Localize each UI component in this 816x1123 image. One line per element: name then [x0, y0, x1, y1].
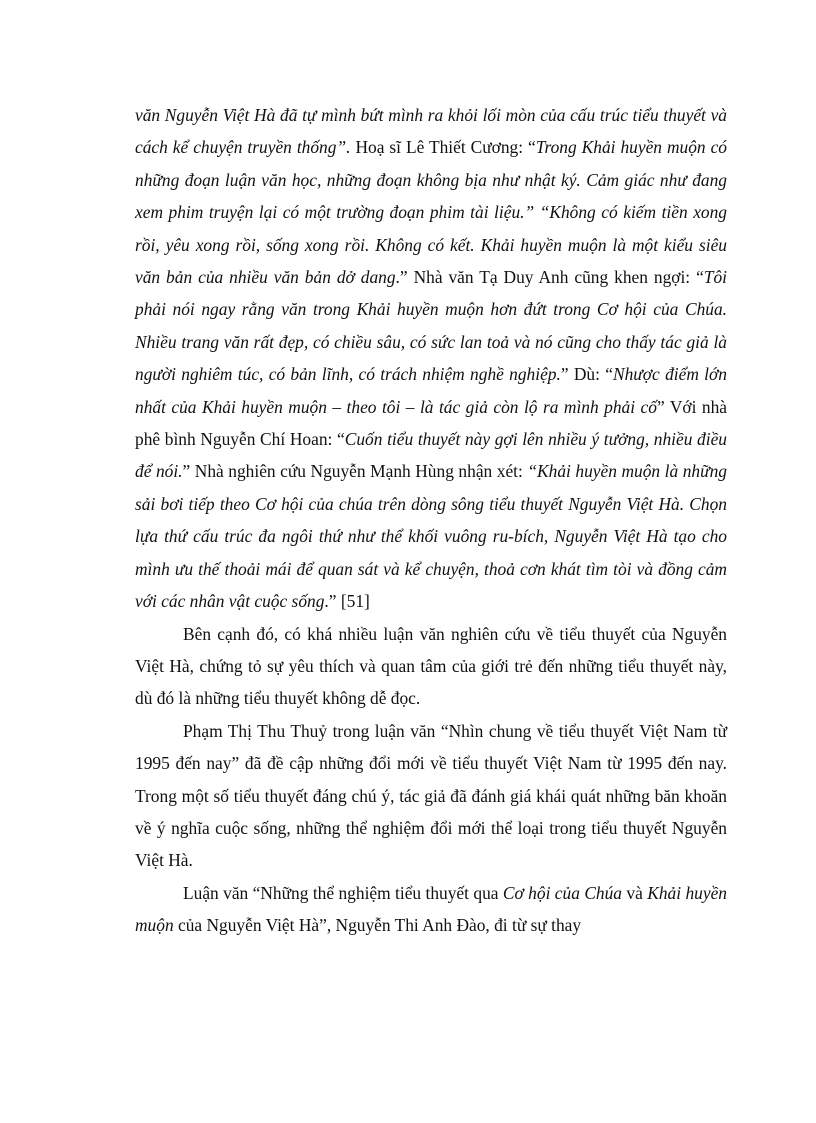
book-title: Khải huyền muộn: [135, 882, 727, 936]
body-text-span: của Nguyễn Việt Hà”, Nguyễn Thi Anh Đào, đi từ sự thay: [173, 915, 582, 936]
paragraph-nguyen-thi-anh-dao: [135, 877, 727, 942]
citation: .” [51]: [324, 591, 370, 612]
book-title: Cơ hội của Chúa: [502, 882, 623, 903]
quote-text: Cuốn tiểu thuyết này gợi lên nhiều ý tưởng, nhiều điều để nói.: [135, 429, 728, 482]
body-text: [135, 99, 727, 942]
quote-text: Tôi phải nói ngay rằng văn trong Khải huyền muộn hơn đứt trong Cơ hội của Chúa. Nhiều trang văn rất đẹp, có chiều sâu, có sức lan toả và nó cũng cho thấy tác giả là người nghiêm túc, có bản lĩnh, có trách nhiệm nghề nghiệp.: [135, 267, 727, 385]
paragraph-reviews: [135, 99, 727, 618]
quote-text: “Khải huyền muộn là những sải bơi tiếp theo Cơ hội của chúa trên dòng sông tiểu thuyết Nguyễn Việt Hà. Chọn lựa thứ cấu trúc đa ngôi thứ như thể khối vuông ru-bích, Nguyễn Việt Hà tạo cho mình ưu thế thoải mái để quan sát và kể chuyện, thoả cơn khát tìm tòi và đồng cảm với các nhân vật cuộc sống: [135, 461, 727, 612]
paragraph-pham-thi-thu-thuy: Phạm Thị Thu Thuỷ trong luận văn “Nhìn chung về tiểu thuyết Việt Nam từ 1995 đến nay” đã đề cập những đổi mới về tiểu thuyết Việt Nam từ 1995 đến nay. Trong một số tiểu thuyết đáng chú ý, tác giả đã đánh giá khái quát những băn khoăn về ý nghĩa cuộc sống, những thể nghiệm đổi mới thể loại trong tiểu thuyết Nguyễn Việt Hà.: [135, 720, 727, 871]
body-text-span: Luận văn “Những thể nghiệm tiểu thuyết qua: [183, 882, 503, 903]
body-text-span: ” Nhà nghiên cứu Nguyễn Mạnh Hùng nhận xét:: [182, 461, 528, 482]
quote-text: Nhược điểm lớn nhất của Khải huyền muộn – theo tôi – là tác giả còn lộ ra mình phải cố: [135, 364, 727, 417]
body-text-span: ” Dù: “: [560, 364, 613, 385]
paragraph-theses-intro: Bên cạnh đó, có khá nhiều luận văn nghiên cứu về tiểu thuyết của Nguyễn Việt Hà, chứng tỏ sự yêu thích và quan tâm của giới trẻ đến những tiểu thuyết này, dù đó là những tiểu thuyết không dễ đọc.: [135, 623, 727, 709]
body-text-span: và: [622, 882, 648, 903]
body-text-span: ” Với nhà phê bình Nguyễn Chí Hoan: “: [135, 396, 727, 450]
quote-text: Trong Khải huyền muộn có những đoạn luận văn học, những đoạn không bịa như nhật ký. Cảm giác như đang xem phim truyện lại có một trường đoạn phim tài liệu.” “Không có kiếm tiền xong rồi, yêu xong rồi, sống xong rồi. Không có kết. Khải huyền muộn là một kiểu siêu văn bản của nhiều văn bản dở dang: [135, 137, 727, 288]
body-text-span: Hoạ sĩ Lê Thiết Cương: “: [350, 137, 536, 158]
quote-text: văn Nguyễn Việt Hà đã tự mình bứt mình ra khỏi lối mòn của cấu trúc tiểu thuyết và cách kể chuyện truyền thống”.: [135, 105, 727, 158]
body-text-span: .” Nhà văn Tạ Duy Anh cũng khen ngợi: “: [395, 267, 704, 288]
